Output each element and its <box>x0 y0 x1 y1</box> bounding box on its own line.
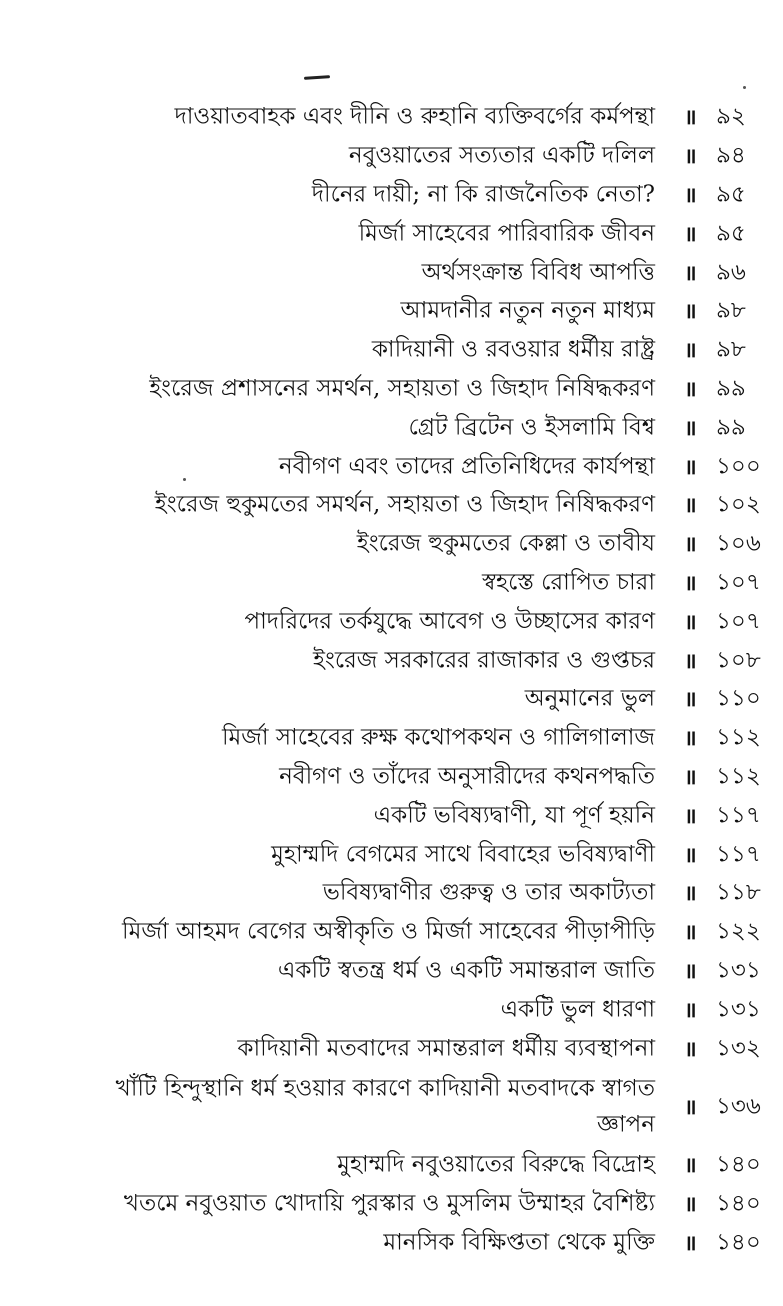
toc-separator: ॥ <box>684 1229 697 1255</box>
toc-separator: ॥ <box>684 220 697 246</box>
toc-separator: ॥ <box>684 375 697 401</box>
toc-entry-page: ১১৭ <box>716 802 761 829</box>
toc-entry-title: কাদিয়ানী মতবাদের সমান্তরাল ধর্মীয় ব্যবস্থাপনা <box>237 1034 655 1061</box>
toc-entry <box>0 602 783 641</box>
toc-entry-title: মির্জা সাহেবের পারিবারিক জীবন <box>358 220 655 247</box>
toc-entry-page: ১৪০ <box>716 1190 761 1217</box>
toc-entry <box>0 98 783 137</box>
toc-separator: ॥ <box>684 1152 697 1178</box>
toc-entry-title: মুহাম্মদি বেগমের সাথে বিবাহের ভবিষ্যদ্বাণী <box>271 841 655 868</box>
toc-entry <box>0 564 783 603</box>
toc-entry-title: আমদানীর নতুন নতুন মাধ্যম <box>400 297 655 324</box>
toc-entry-title: খাঁটি হিন্দুস্থানি ধর্ম হওয়ার কারণে কাদিয়ানী মতবাদকে স্বাগত জ্ঞাপন <box>115 1075 655 1137</box>
toc-separator: ॥ <box>684 763 697 789</box>
toc-entry <box>0 176 783 215</box>
toc-entry-title: দীনের দায়ী; না কি রাজনৈতিক নেতা? <box>311 181 655 208</box>
toc-entry-page: ১০২ <box>716 491 761 518</box>
toc-entry-title: ইংরেজ হুকুমতের কেল্লা ও তাবীয <box>356 530 655 557</box>
toc-entry-title: স্বহস্তে রোপিত চারা <box>482 569 655 596</box>
toc-entry-page: ৯৬ <box>716 259 746 286</box>
toc-entry-title: অনুমানের ভুল <box>524 685 655 712</box>
toc-entry <box>0 331 783 370</box>
toc-separator: ॥ <box>684 919 697 945</box>
toc-entry-page: ৯৫ <box>716 181 746 208</box>
toc-separator: ॥ <box>684 337 697 363</box>
toc-separator: ॥ <box>684 1035 697 1061</box>
toc-entry <box>0 952 783 991</box>
toc-entry-page: ৯৯ <box>716 414 746 441</box>
toc-entry-title: ইংরেজ সরকারের রাজাকার ও গুপ্তচর <box>312 647 655 674</box>
toc-entry <box>0 447 783 486</box>
toc-entry <box>0 486 783 525</box>
toc-entry-title: মির্জা আহমদ বেগের অস্বীকৃতি ও মির্জা সাহেবের পীড়াপীড়ি <box>122 918 655 945</box>
toc-entry-title: একটি ভবিষ্যদ্বাণী, যা পূর্ণ হয়নি <box>373 802 655 829</box>
toc-entry-page: ১১৭ <box>716 841 761 868</box>
table-of-contents <box>0 98 783 1262</box>
toc-entry-page: ১১২ <box>716 724 761 751</box>
toc-entry-page: ১৩১ <box>716 957 761 984</box>
toc-entry-page: ১৪০ <box>716 1229 761 1256</box>
toc-entry-page: ১০৭ <box>716 608 761 635</box>
toc-separator: ॥ <box>684 647 697 673</box>
toc-entry-title: নবুওয়াতের সত্যতার একটি দলিল <box>348 142 655 169</box>
toc-entry <box>0 680 783 719</box>
toc-entry-title: নবীগণ ও তাঁদের অনুসারীদের কথনপদ্ধতি <box>279 763 655 790</box>
toc-entry-page: ১৩২ <box>716 1035 761 1062</box>
toc-entry-page: ১০৮ <box>716 647 761 674</box>
toc-separator: ॥ <box>684 453 697 479</box>
toc-entry <box>0 641 783 680</box>
toc-entry-page: ১৩১ <box>716 996 761 1023</box>
toc-separator: ॥ <box>684 957 697 983</box>
toc-separator: ॥ <box>684 686 697 712</box>
toc-entry-title: পাদরিদের তর্কযুদ্ধে আবেগ ও উচ্ছাসের কারণ <box>244 608 655 635</box>
toc-entry-page: ৯৫ <box>716 220 746 247</box>
toc-entry <box>0 874 783 913</box>
toc-separator: ॥ <box>684 143 697 169</box>
toc-separator: ॥ <box>684 608 697 634</box>
toc-entry-page: ৯৮ <box>716 297 746 324</box>
toc-entry-title: একটি স্বতন্ত্র ধর্ম ও একটি সমান্তরাল জাতি <box>277 957 655 984</box>
toc-separator: ॥ <box>684 1191 697 1217</box>
toc-separator: ॥ <box>684 841 697 867</box>
toc-separator: ॥ <box>684 531 697 557</box>
toc-entry-page: ৯৮ <box>716 336 746 363</box>
toc-entry <box>0 990 783 1029</box>
toc-entry-title: ভবিষ্যদ্বাণীর গুরুত্ব ও তার অকাট্যতা <box>322 879 655 906</box>
toc-entry-title: নবীগণ এবং তাদের প্রতিনিধিদের কার্যপন্থা <box>278 453 655 480</box>
toc-separator: ॥ <box>684 259 697 285</box>
toc-entry-page: ১৪০ <box>716 1151 761 1178</box>
toc-entry <box>0 835 783 874</box>
toc-entry-title: অর্থসংক্রান্ত বিবিধ আপত্তি <box>421 259 655 286</box>
toc-separator: ॥ <box>684 414 697 440</box>
toc-entry-page: ৯২ <box>716 103 746 130</box>
toc-entry <box>0 1068 783 1146</box>
toc-entry <box>0 1146 783 1185</box>
toc-separator: ॥ <box>684 298 697 324</box>
toc-entry <box>0 525 783 564</box>
toc-entry <box>0 137 783 176</box>
speck-mark <box>743 86 746 89</box>
toc-entry <box>0 408 783 447</box>
toc-separator: ॥ <box>684 880 697 906</box>
toc-entry <box>0 1029 783 1068</box>
toc-entry <box>0 913 783 952</box>
toc-entry <box>0 253 783 292</box>
toc-entry-title: ইংরেজ হুকুমতের সমর্থন, সহায়তা ও জিহাদ নিষিদ্ধকরণ <box>154 491 655 518</box>
toc-entry <box>0 796 783 835</box>
toc-separator: ॥ <box>684 181 697 207</box>
toc-entry-title: খতমে নবুওয়াত খোদায়ি পুরস্কার ও মুসলিম উম্মাহর বৈশিষ্ট্য <box>123 1190 655 1217</box>
toc-entry-title: ইংরেজ প্রশাসনের সমর্থন, সহায়তা ও জিহাদ নিষিদ্ধকরণ <box>149 375 655 402</box>
toc-entry-title: দাওয়াতবাহক এবং দীনি ও রুহানি ব্যক্তিবর্গের কর্মপন্থা <box>174 103 655 130</box>
toc-entry-page: ১০৭ <box>716 569 761 596</box>
toc-separator: ॥ <box>684 802 697 828</box>
toc-separator: ॥ <box>684 492 697 518</box>
toc-entry-page: ১৩৬ <box>716 1093 761 1120</box>
toc-entry-title: গ্রেট ব্রিটেন ও ইসলামি বিশ্ব <box>408 414 655 441</box>
toc-entry-title: মানসিক বিক্ষিপ্ততা থেকে মুক্তি <box>383 1229 655 1256</box>
toc-entry-page: ১১৮ <box>716 879 761 906</box>
toc-entry-title: মির্জা সাহেবের রুক্ষ কথোপকথন ও গালিগালাজ <box>221 724 655 751</box>
toc-entry-page: ৯৪ <box>716 142 746 169</box>
toc-entry <box>0 719 783 758</box>
toc-entry-page: ৯৯ <box>716 375 746 402</box>
toc-separator: ॥ <box>684 104 697 130</box>
toc-entry-title: একটি ভুল ধারণা <box>500 996 655 1023</box>
toc-entry-page: ১১০ <box>716 685 761 712</box>
top-dash-mark <box>304 75 330 80</box>
toc-entry-page: ১০০ <box>716 453 761 480</box>
toc-separator: ॥ <box>684 725 697 751</box>
toc-entry <box>0 214 783 253</box>
toc-entry-page: ১১২ <box>716 763 761 790</box>
toc-separator: ॥ <box>684 1093 697 1119</box>
toc-entry <box>0 1224 783 1263</box>
toc-entry <box>0 292 783 331</box>
toc-separator: ॥ <box>684 996 697 1022</box>
toc-entry-title: মুহাম্মদি নবুওয়াতের বিরুদ্ধে বিদ্রোহ <box>337 1151 655 1178</box>
toc-separator: ॥ <box>684 569 697 595</box>
toc-entry-page: ১২২ <box>716 918 761 945</box>
toc-entry-page: ১০৬ <box>716 530 761 557</box>
toc-entry <box>0 370 783 409</box>
toc-entry-title: কাদিয়ানী ও রবওয়ার ধর্মীয় রাষ্ট্র <box>371 336 655 363</box>
toc-entry <box>0 758 783 797</box>
toc-entry <box>0 1185 783 1224</box>
